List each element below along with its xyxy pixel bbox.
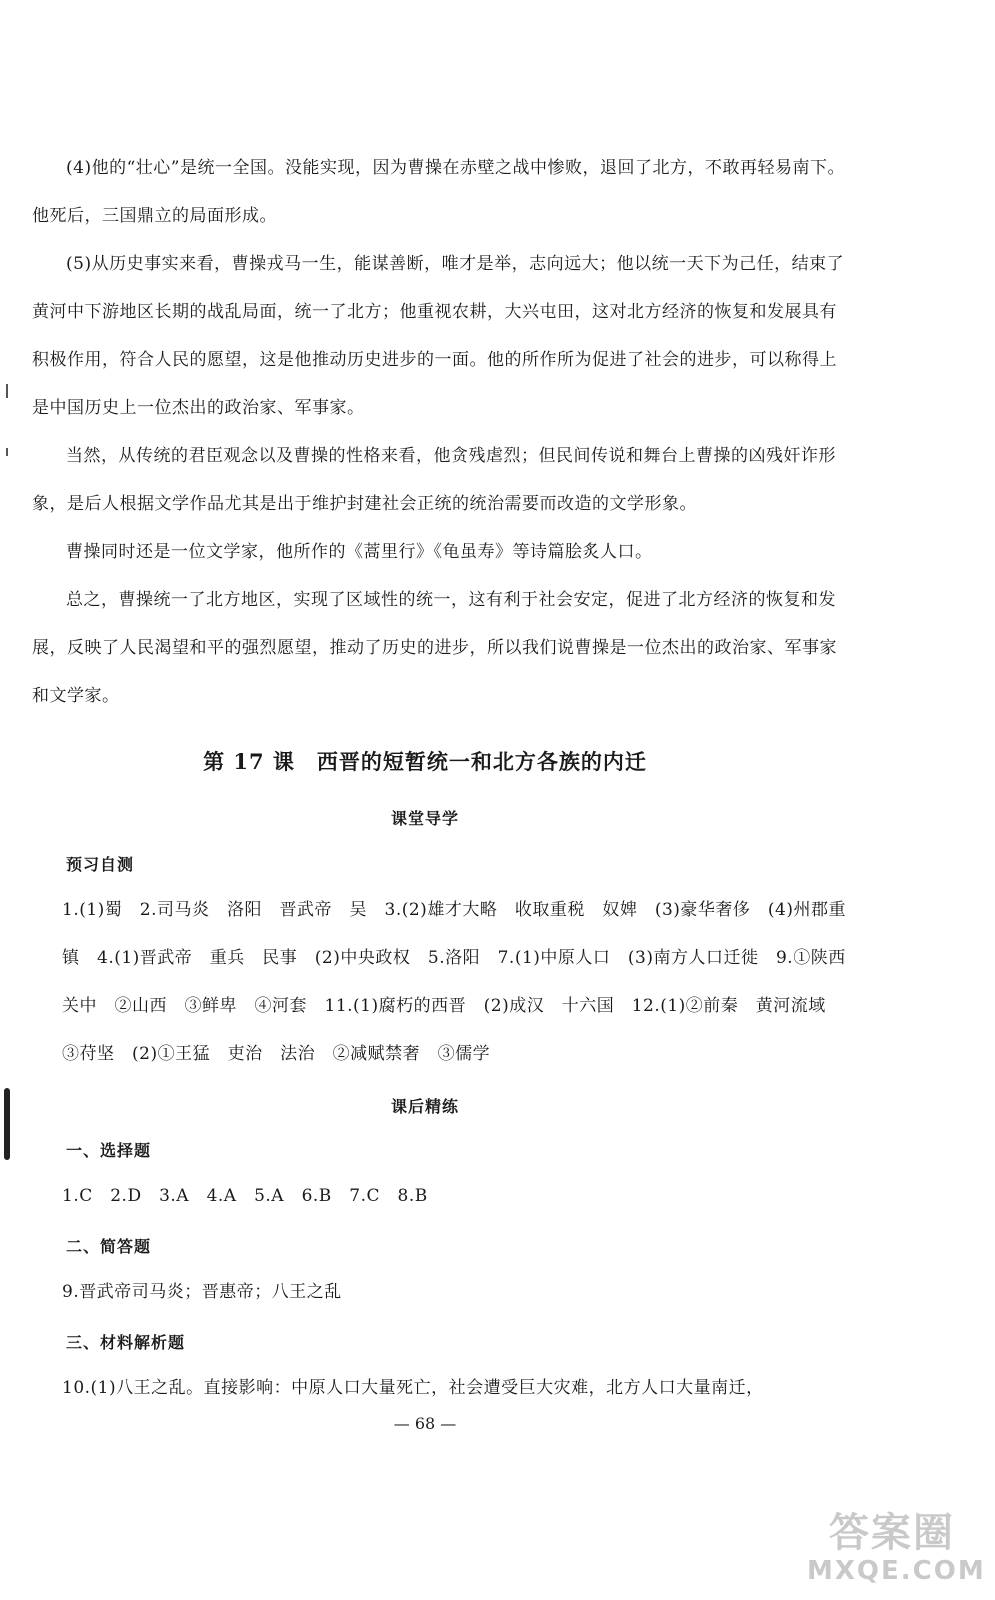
watermark [807,1510,986,1590]
watermark-url: MXQE.COM [807,1556,986,1586]
paragraph-5: (5)从历史事实来看，曹操戎马一生，能谋善断，唯才是举，志向远大；他以统一天下为己任，结束了黄河中下游地区长期的战乱局面，统一了北方；他重视农耕，大兴屯田，这对北方经济的恢复和发展具有积极作用，符合人民的愿望，这是他推动历史进步的一面。他的所作所为促进了社会的进步，可以称得上是中国历史上一位杰出的政治家、军事家。 [32,254,845,418]
section-title-classroom: 课堂导学 [390,809,459,828]
paragraph-literature: 曹操同时还是一位文学家，他所作的《蒿里行》《龟虽寿》等诗篇脍炙人口。 [66,542,653,562]
heading-material-analysis: 三、材料解析题 [66,1333,186,1352]
section-title-practice: 课后精练 [390,1097,459,1116]
page-number: — 68 — [393,1414,457,1433]
paragraph-conclusion: 总之，曹操统一了北方地区，实现了区域性的统一，这有利于社会安定，促进了北方经济的恢复和发展，反映了人民渴望和平的强烈愿望，推动了历史的进步，所以我们说曹操是一位杰出的政治家、军事家和文学家。 [32,590,837,706]
multiple-choice-answers: 1.C 2.D 3.A 4.A 5.A 6.B 7.C 8.B [62,1186,428,1206]
preview-answers: 1.(1)蜀 2.司马炎 洛阳 晋武帝 吴 3.(2)雄才大略 收取重税 奴婢 (3)豪华奢侈 (4)州郡重镇 4.(1)晋武帝 重兵 民事 (2)中央政权 5.洛阳 7.(1)中原人口 (3)南方人口迁徙 9.①陕西关中 ②山西 ③鲜卑 ④河套 11.(1)腐朽的西晋 (2)成汉 十六国 12.(1)②前秦 黄河流域 ③苻坚 (2)①王猛 吏治 法治 ②减赋禁奢 ③儒学 [62,900,846,1064]
material-analysis-answers: 10.(1)八王之乱。直接影响：中原人口大量死亡，社会遭受巨大灾难，北方人口大量南迁， [62,1378,764,1398]
watermark-logo: 答案圈 [829,1510,955,1556]
subheading-preview: 预习自测 [66,855,135,874]
lesson-title: 第 17 课 西晋的短暂统一和北方各族的内迁 [203,749,647,774]
margin-tick-mark [6,384,8,398]
heading-multiple-choice: 一、选择题 [66,1141,152,1160]
short-answer-answers: 9.晋武帝司马炎；晋惠帝；八王之乱 [62,1282,342,1302]
margin-scan-mark [4,1088,10,1160]
paragraph-evaluation: 当然，从传统的君臣观念以及曹操的性格来看，他贪残虐烈；但民间传说和舞台上曹操的凶残奸诈形象，是后人根据文学作品尤其是出于维护封建社会正统的统治需要而改造的文学形象。 [32,446,836,514]
heading-short-answer: 二、简答题 [66,1237,152,1256]
paragraph-4: (4)他的“壮心”是统一全国。没能实现，因为曹操在赤壁之战中惨败，退回了北方，不敢再轻易南下。他死后，三国鼎立的局面形成。 [32,158,845,226]
margin-tick-mark [6,448,8,456]
